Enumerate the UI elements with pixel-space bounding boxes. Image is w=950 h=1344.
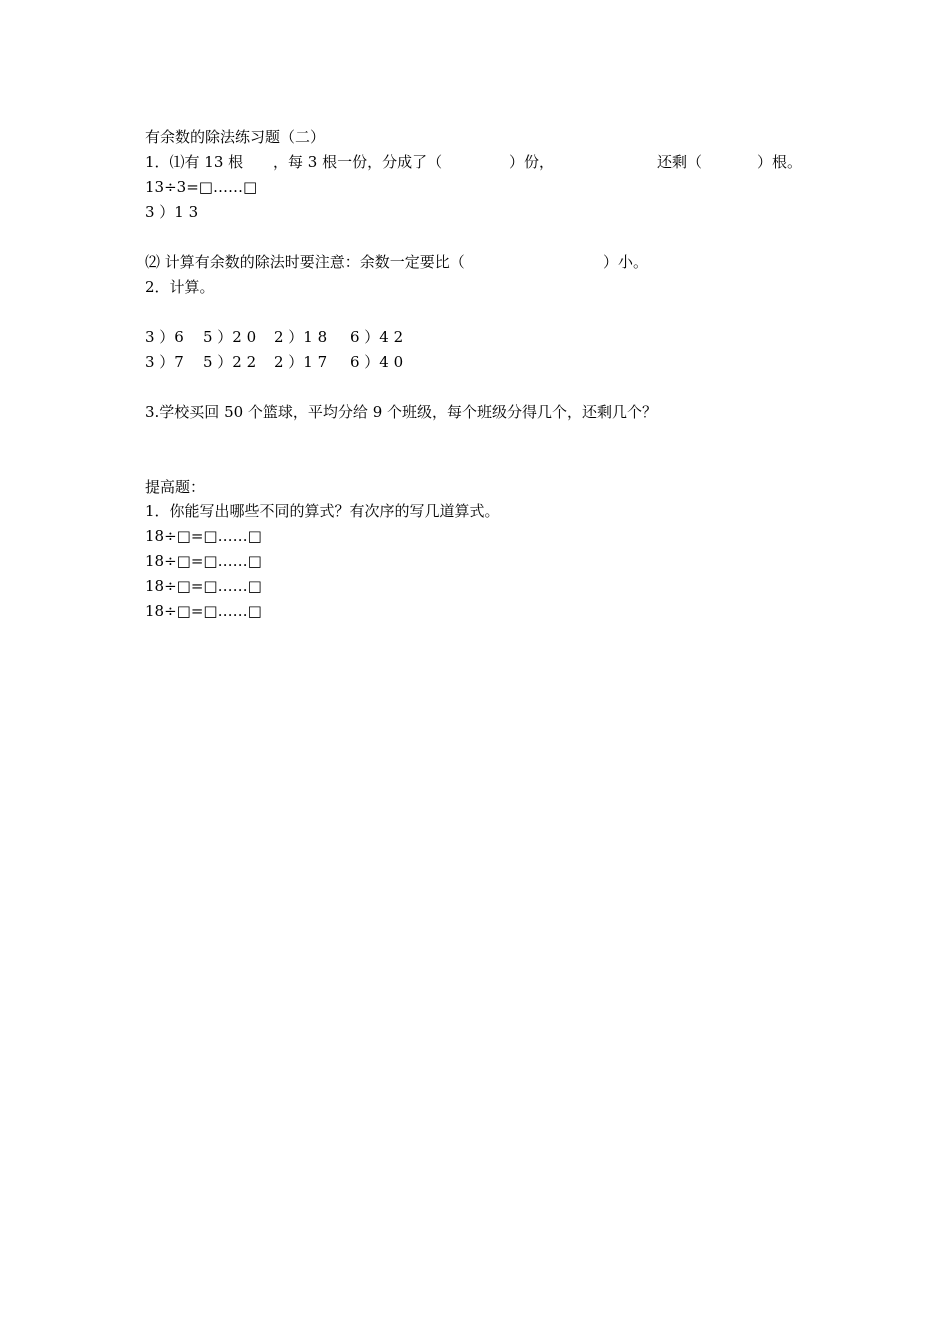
advanced-equation: 18÷□=□……□ [145,552,262,570]
division-problem: 6 ）4 0 [350,353,404,371]
q1-text-b: ，每 3 根一份，分成了（ [273,153,443,171]
q1-equation: 13÷3=□……□ [145,178,258,196]
advanced-equation: 18÷□=□……□ [145,577,262,595]
division-problem: 3 ）6 [145,328,184,346]
division-problem: 5 ）2 2 [203,353,257,371]
advanced-equation: 18÷□=□……□ [145,527,262,545]
division-problem: 6 ）4 2 [350,328,404,346]
worksheet-title: 有余数的除法练习题（二） [145,128,326,146]
q1-text-c: ）份， [509,153,555,171]
division-problem: 2 ）1 8 [274,328,328,346]
q1-text-a: 1．⑴有 13 根 [145,153,244,171]
advanced-question-1: 1．你能写出哪些不同的算式？有次序的写几道算式。 [145,502,500,520]
q1-long-division: 3 ）1 3 [145,203,199,221]
question-1-part-1 [145,152,825,172]
question-3: 3.学校买回 50 个篮球，平均分给 9 个班级，每个班级分得几个，还剩几个？ [145,403,658,421]
question-1-part-2 [145,252,665,272]
division-row-2 [145,352,445,372]
question-2-heading: 2．计算。 [145,278,215,296]
division-row-1 [145,327,445,347]
division-problem: 2 ）1 7 [274,353,328,371]
division-problem: 5 ）2 0 [203,328,257,346]
advanced-heading: 提高题： [145,478,206,496]
advanced-equation: 18÷□=□……□ [145,602,262,620]
q1p2-text-a: ⑵ 计算有余数的除法时要注意：余数一定要比（ [145,253,465,271]
q1p2-text-b: ）小。 [603,253,649,271]
q1-text-d: 还剩（ [657,153,703,171]
q1-text-e: ）根。 [757,153,803,171]
division-problem: 3 ）7 [145,353,184,371]
